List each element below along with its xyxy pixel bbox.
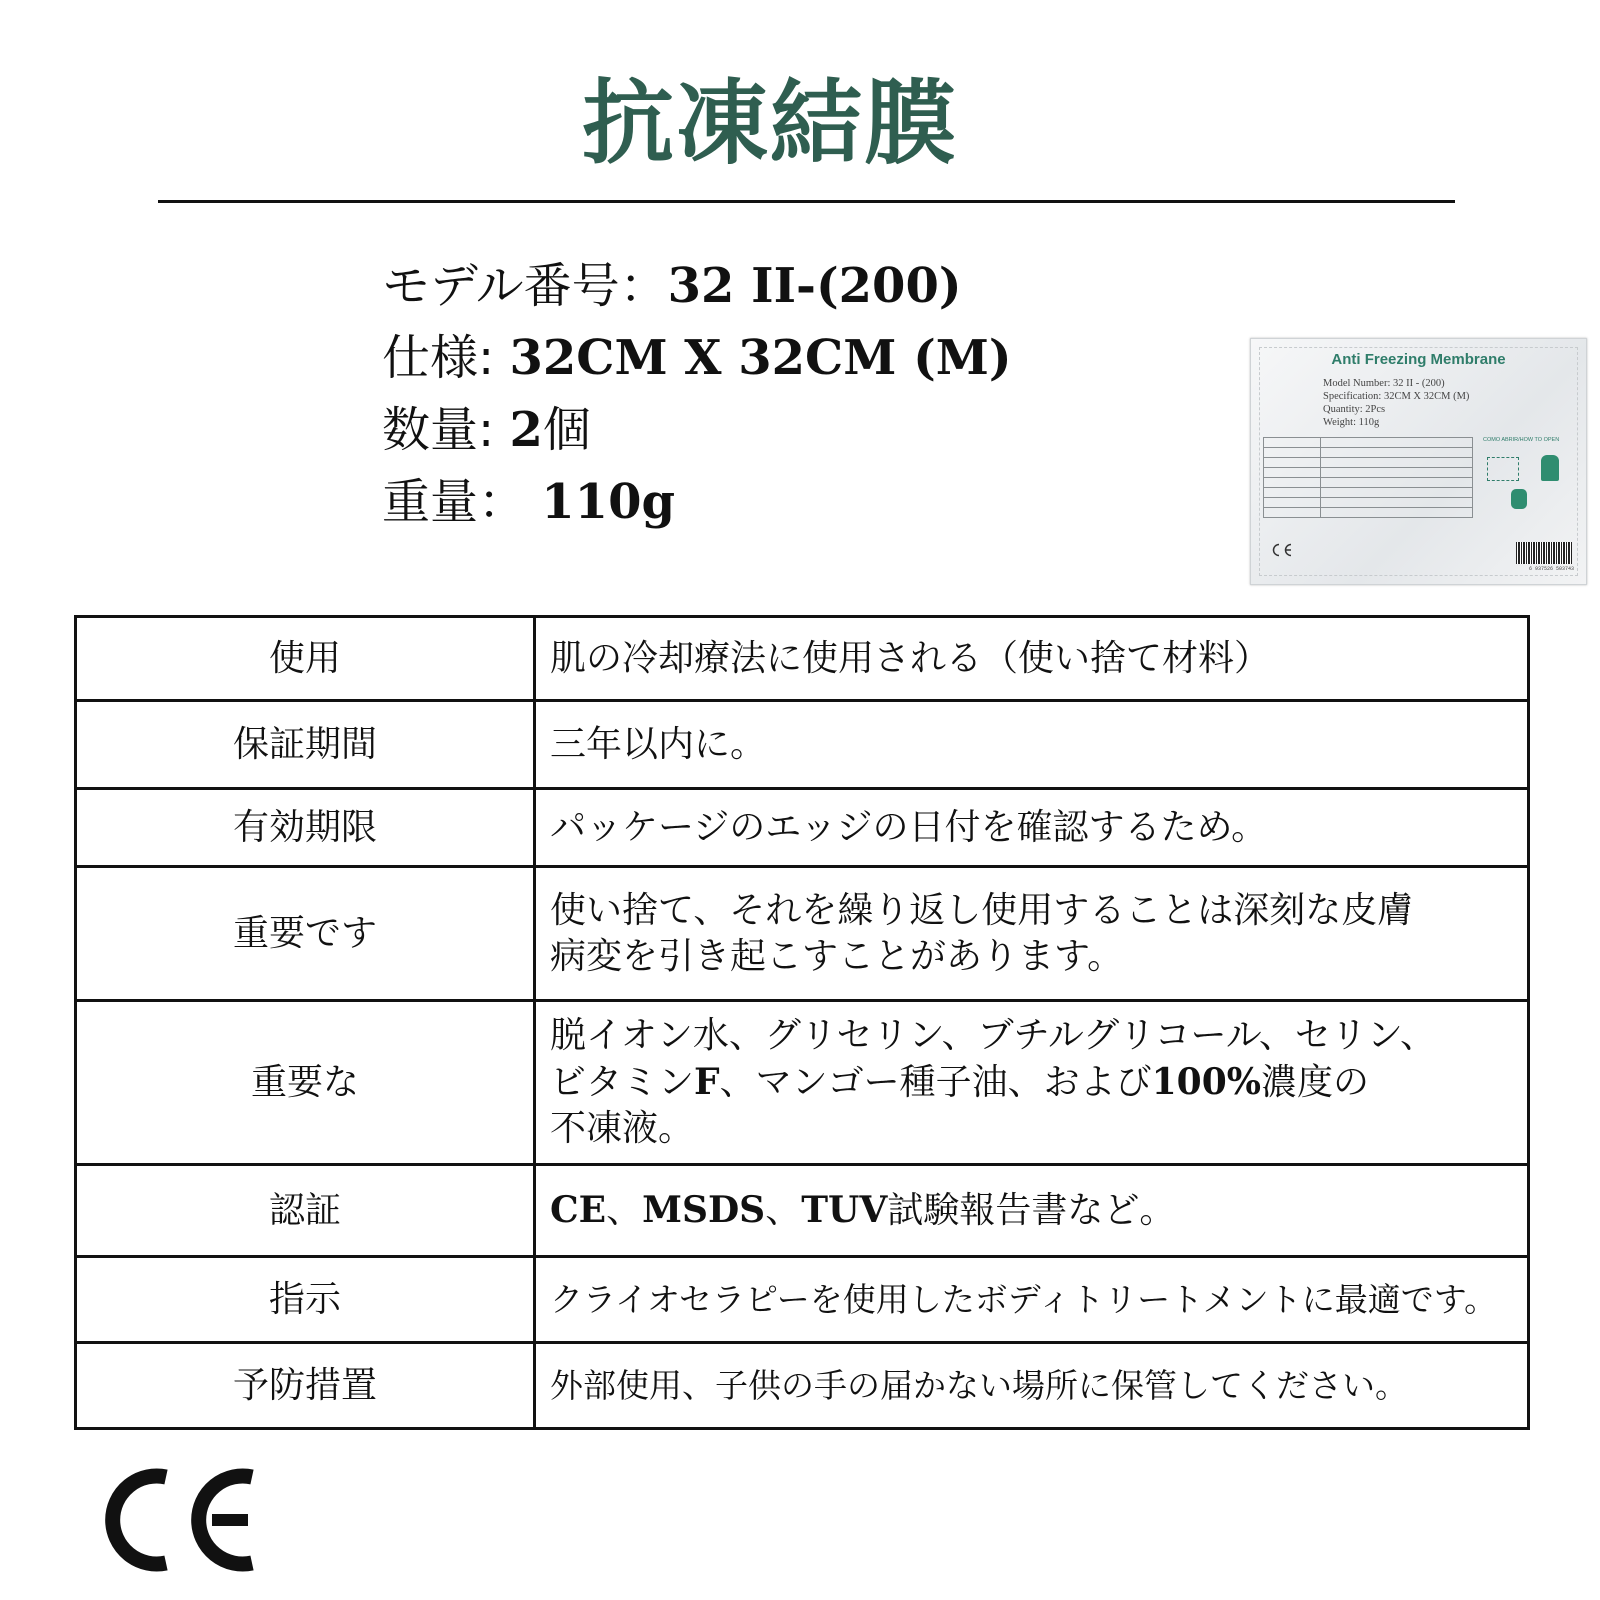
specification-line (382, 322, 1012, 394)
text-segment: 試験報告書など。 (887, 1190, 1176, 1231)
table-row (76, 1165, 1529, 1257)
quantity-unit: 個 (542, 402, 591, 458)
package-ce-icon (1269, 543, 1293, 562)
text-segment-bold: CE (550, 1189, 607, 1231)
text-segment: 、 (765, 1190, 802, 1231)
model-number-line (382, 250, 1012, 322)
weight-label: 重量： (382, 474, 542, 530)
row-value: 外部使用、子供の手の届かない場所に保管してください。 (535, 1343, 1529, 1429)
text-segment-bold: 100% (1151, 1061, 1261, 1103)
row-value-line: 使い捨て、それを繰り返し使用することは深刻な皮膚 (550, 889, 1414, 931)
weight-value: 110g (541, 474, 676, 530)
row-value: パッケージのエッジの日付を確認するため。 (535, 789, 1529, 867)
specification-label: 仕様: (382, 330, 510, 386)
table-row (76, 701, 1529, 789)
quantity-line (382, 394, 1012, 466)
package-spec-line: Quantity: 2Pcs (1323, 404, 1386, 415)
text-segment: ビタミン (550, 1062, 695, 1103)
ce-mark-icon (100, 1465, 265, 1575)
product-package-image (1250, 338, 1587, 585)
table-row (76, 867, 1529, 1001)
row-value: 肌の冷却療法に使用される（使い捨て材料） (535, 617, 1529, 701)
text-segment: 濃度の (1260, 1062, 1369, 1103)
table-row (76, 1343, 1529, 1429)
row-label: 使用 (76, 617, 535, 701)
row-value-line (550, 1059, 1513, 1106)
product-info-table (74, 615, 1530, 1430)
row-label: 重要です (76, 867, 535, 1001)
specification-value: 32CM X 32CM (M) (509, 330, 1012, 386)
row-value: 三年以内に。 (535, 701, 1529, 789)
package-specs (1323, 377, 1469, 429)
package-info-table (1263, 437, 1473, 518)
quantity-number: 2 (509, 402, 543, 458)
table-row (76, 789, 1529, 867)
row-value (535, 1165, 1529, 1257)
row-label: 有効期限 (76, 789, 535, 867)
text-segment-bold: F (694, 1061, 720, 1103)
package-open-diagram-icon (1487, 457, 1519, 481)
row-label: 認証 (76, 1165, 535, 1257)
row-value (535, 867, 1529, 1001)
barcode-icon (1516, 542, 1572, 564)
spec-summary (382, 250, 1012, 538)
title-divider (158, 200, 1455, 203)
text-segment-bold: MSDS (642, 1189, 766, 1231)
hand-icon (1541, 455, 1559, 481)
row-value-line: 脱イオン水、グリセリン、ブチルグリコール、セリン、 (550, 1015, 1436, 1056)
table-row (76, 1001, 1529, 1165)
row-value-line: 病変を引き起こすことがあります。 (550, 935, 1124, 977)
weight-line (382, 466, 1012, 538)
package-spec-line: Weight: 110g (1323, 417, 1380, 428)
row-value-line: 不凍液。 (550, 1108, 695, 1149)
text-segment-bold: TUV (801, 1189, 888, 1231)
package-how-to-open: COMO ABRIR/HOW TO OPEN (1483, 437, 1560, 443)
text-segment: 、マンゴー種子油、および (719, 1062, 1152, 1103)
hand-icon (1511, 489, 1527, 509)
package-title: Anti Freezing Membrane (1331, 351, 1506, 368)
page-title: 抗凍結膜 (581, 70, 958, 177)
barcode-number: 6 937526 503743 (1528, 566, 1574, 572)
table-row (76, 617, 1529, 701)
quantity-label: 数量: (382, 402, 510, 458)
row-label: 保証期間 (76, 701, 535, 789)
row-label: 予防措置 (76, 1343, 535, 1429)
table-row (76, 1257, 1529, 1343)
text-segment: 、 (606, 1190, 643, 1231)
row-value (535, 1001, 1529, 1165)
model-number-value: 32 II-(200) (667, 258, 962, 314)
model-number-label: モデル番号： (382, 258, 668, 314)
package-spec-line: Model Number: 32 II - (200) (1323, 378, 1445, 389)
row-label: 重要な (76, 1001, 535, 1165)
row-label: 指示 (76, 1257, 535, 1343)
row-value: クライオセラピーを使用したボディトリートメントに最適です。 (535, 1257, 1529, 1343)
package-spec-line: Specification: 32CM X 32CM (M) (1323, 391, 1470, 402)
